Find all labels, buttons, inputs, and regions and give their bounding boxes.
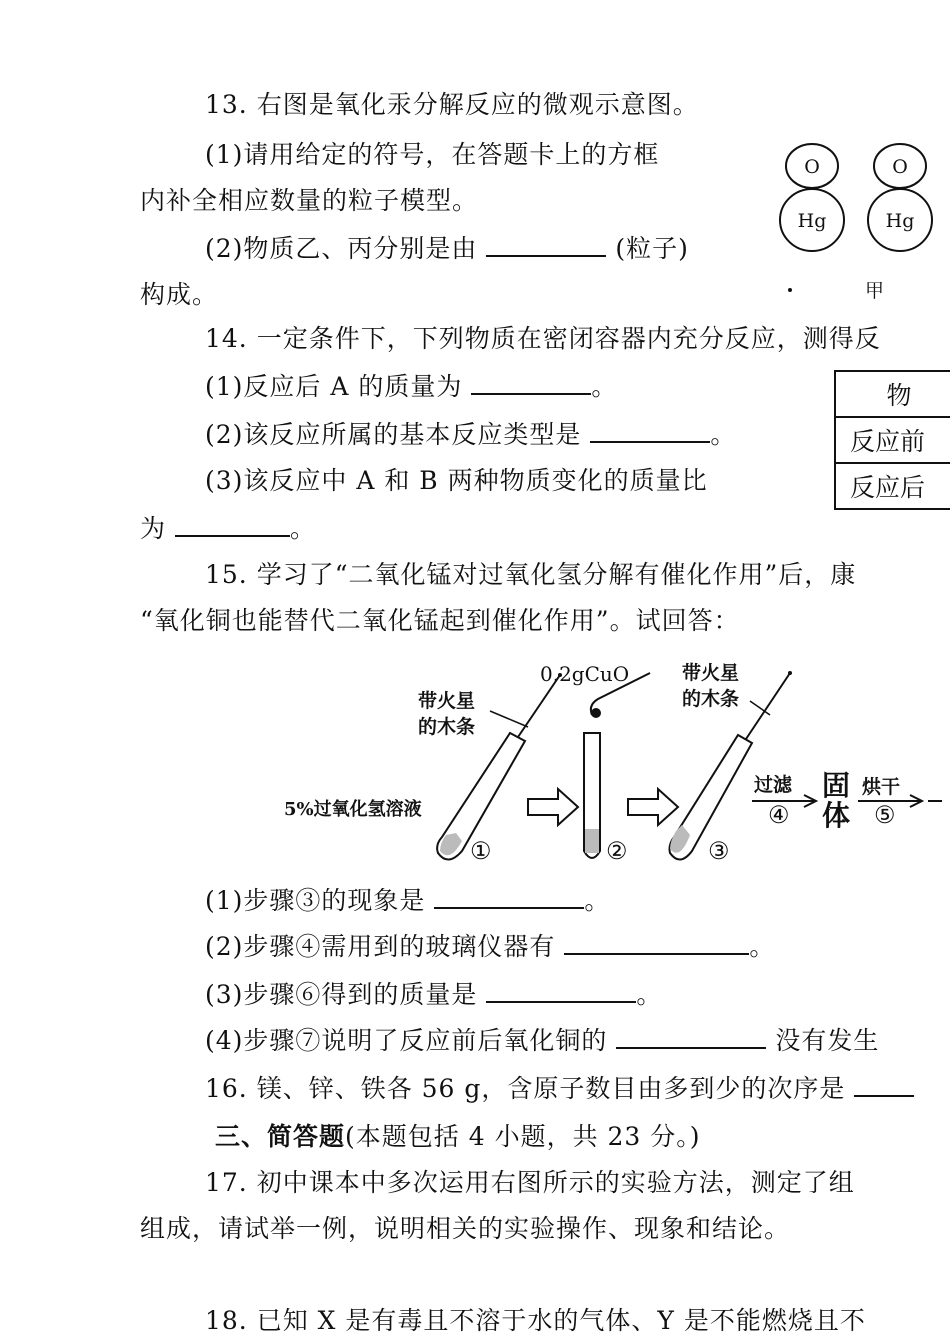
- q17-line2: 组成，请试举一例，说明相关的实验操作、现象和结论。: [140, 1214, 791, 1243]
- q15-line2: “氧化铜也能替代二氧化锰起到催化作用”。试回答：: [140, 606, 740, 635]
- table-row-after: 反应后: [835, 463, 950, 509]
- period: 。: [289, 514, 316, 543]
- q15-part4: [205, 1024, 879, 1058]
- q18-line1: 18. 已知 X 是有毒且不溶于水的气体、Y 是不能燃烧且不: [205, 1306, 866, 1335]
- answer-blank[interactable]: [434, 885, 584, 909]
- answer-blank[interactable]: [486, 233, 606, 257]
- step-3-label: ③: [708, 837, 730, 865]
- molecule-1: [780, 144, 844, 251]
- q14-part1-text: (1)反应后 A 的质量为: [205, 372, 463, 401]
- q16-text: 16. 镁、锌、铁各 56 g，含原子数目由多到少的次序是: [205, 1074, 846, 1103]
- q14-part3-line1: (3)该反应中 A 和 B 两种物质变化的质量比: [205, 466, 708, 495]
- splint-label-1a: 带火星: [418, 690, 476, 712]
- table-header: 物: [835, 371, 950, 417]
- q16: [205, 1072, 914, 1106]
- q15-part3: [205, 978, 662, 1012]
- filter-label: 过滤: [754, 774, 793, 796]
- answer-blank[interactable]: [854, 1073, 914, 1097]
- q13-part2: [205, 232, 689, 266]
- period: 。: [591, 372, 618, 401]
- answer-blank[interactable]: [590, 419, 710, 443]
- mercury-atom-label: Hg: [885, 210, 915, 232]
- table-row-before: 反应前: [835, 417, 950, 463]
- q14-part3-text: 为: [140, 514, 167, 543]
- q15-part2-text: (2)步骤④需用到的玻璃仪器有: [205, 932, 556, 961]
- solid-label-top: 固: [822, 769, 851, 802]
- answer-blank[interactable]: [471, 371, 591, 395]
- dot-mark: [788, 288, 792, 292]
- cuo-label: 0.2gCuO: [540, 662, 630, 686]
- splint-label-3b: 的木条: [682, 688, 740, 710]
- q14-part3-line2: [140, 512, 316, 546]
- q13-part2-text: (2)物质乙、丙分别是由: [205, 234, 478, 263]
- q14-part2-text: (2)该反应所属的基本反应类型是: [205, 420, 582, 449]
- arrow-icon: [528, 789, 578, 825]
- period: 。: [636, 980, 663, 1009]
- step-4-label: ④: [768, 801, 790, 829]
- oxygen-atom-label: O: [804, 156, 820, 178]
- dry-label: 烘干: [862, 776, 901, 798]
- splint-label-1b: 的木条: [418, 716, 476, 738]
- solid-label-bottom: 体: [822, 799, 851, 832]
- q15-part4-suffix: 没有发生: [775, 1026, 880, 1055]
- experiment-diagram: [270, 655, 950, 870]
- answer-blank[interactable]: [175, 513, 290, 537]
- q15-part4-text: (4)步骤⑦说明了反应前后氧化铜的: [205, 1026, 608, 1055]
- q14-part2: [205, 418, 736, 452]
- q15-part2: [205, 930, 775, 964]
- oxygen-atom-label: O: [892, 156, 908, 178]
- mercury-oxide-diagram: [770, 130, 950, 310]
- q14-part1: [205, 370, 617, 404]
- answer-blank[interactable]: [486, 979, 636, 1003]
- step-1-label: ①: [470, 837, 492, 865]
- section-note: (本题包括 4 小题，共 23 分。): [345, 1122, 701, 1151]
- q17-line1: 17. 初中课本中多次运用右图所示的实验方法，测定了组: [205, 1168, 855, 1197]
- q13-part1-line1: (1)请用给定的符号，在答题卡上的方框: [205, 140, 660, 169]
- q13-part2-line2: 构成。: [140, 280, 219, 309]
- section-heading: [215, 1120, 701, 1154]
- answer-blank[interactable]: [616, 1025, 766, 1049]
- mass-table: [834, 370, 950, 510]
- q15-part3-text: (3)步骤⑥得到的质量是: [205, 980, 478, 1009]
- solution-label: 5%过氧化氢溶液: [284, 799, 422, 820]
- q15-part1: [205, 884, 610, 918]
- period: 。: [749, 932, 776, 961]
- section-title: 三、简答题: [215, 1122, 346, 1151]
- label-jia: 甲: [865, 280, 885, 302]
- period: 。: [584, 886, 611, 915]
- step-5-label: ⑤: [874, 801, 896, 829]
- q13-part2-suffix: (粒子): [615, 234, 689, 263]
- q13-part1-line2: 内补全相应数量的粒子模型。: [140, 186, 479, 215]
- q13-title: 13. 右图是氧化汞分解反应的微观示意图。: [205, 90, 699, 119]
- q15-part1-text: (1)步骤③的现象是: [205, 886, 426, 915]
- mercury-atom-label: Hg: [797, 210, 827, 232]
- arrow-icon: [628, 789, 678, 825]
- answer-blank[interactable]: [564, 931, 749, 955]
- step-2-label: ②: [606, 837, 628, 865]
- q15-line1: 15. 学习了“二氧化锰对过氧化氢分解有催化作用”后，康: [205, 560, 857, 589]
- molecule-2: [868, 144, 932, 251]
- splint-label-3a: 带火星: [682, 662, 740, 684]
- q14-title: 14. 一定条件下，下列物质在密闭容器内充分反应，测得反: [205, 324, 881, 353]
- period: 。: [710, 420, 737, 449]
- test-tube-2: [584, 673, 650, 858]
